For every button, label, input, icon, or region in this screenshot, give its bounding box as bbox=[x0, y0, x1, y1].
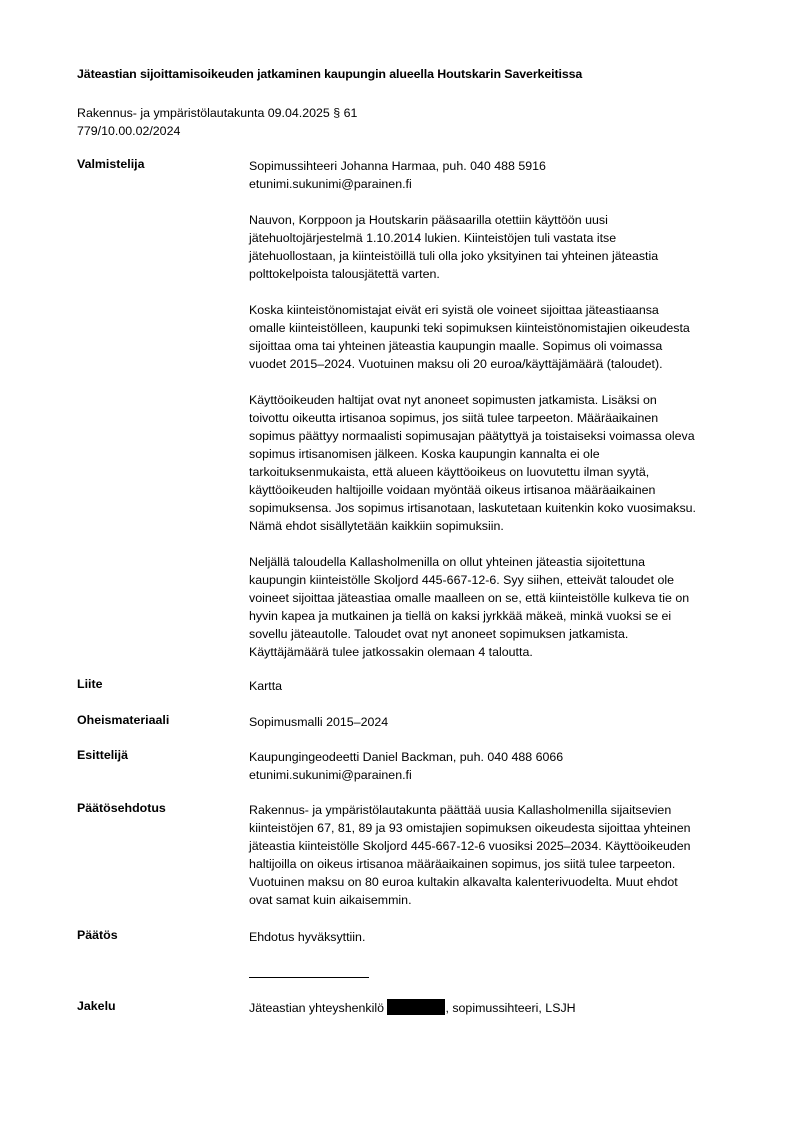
text-line: Koska kiinteistönomistajat eivät eri syistä ole voineet sijoittaa jäteastiaansa bbox=[249, 303, 659, 317]
text-line: polttokelpoista talousjätettä varten. bbox=[249, 267, 440, 281]
meeting-reference: Rakennus- ja ympäristölautakunta 09.04.2025 § 61 bbox=[77, 106, 358, 120]
text-line: sovellu jäteautolle. Taloudet ovat nyt anoneet sopimuksen jatkamista. bbox=[249, 627, 629, 641]
text-line: tarkoituksenmukaista, että alueen käyttöoikeus on luovutettu ilman syytä, bbox=[249, 465, 650, 479]
section-label: Jakelu bbox=[77, 999, 116, 1013]
section-label: Valmistelija bbox=[77, 157, 145, 171]
text-line: kaupungin kiinteistölle Skoljord 445-667-12-6. Syy siihen, etteivät taloudet ole bbox=[249, 573, 674, 587]
paragraph bbox=[249, 391, 749, 535]
text-line: toivottu oikeutta irtisanoa sopimus, jos siitä tulee tarpeeton. Määräaikainen bbox=[249, 411, 659, 425]
text-line: Vuotuinen maksu on 80 euroa kultakin alkavalta kalenterivuodelta. Muut ehdot bbox=[249, 875, 678, 889]
paragraph bbox=[249, 553, 749, 661]
text-line: Rakennus- ja ympäristölautakunta päättää uusia Kallasholmenilla sijaitsevien bbox=[249, 803, 672, 817]
separator-line bbox=[249, 977, 369, 978]
text-line: Käyttäjämäärä tulee jatkossakin olemaan 4 taloutta. bbox=[249, 645, 533, 659]
text-line: jätehuoltojärjestelmä 1.10.2014 lukien. Kiinteistöjen tuli vastata itse bbox=[249, 231, 617, 245]
section-label: Päätösehdotus bbox=[77, 801, 166, 815]
text-line: käyttöoikeuden haltijoille voidaan myöntää oikeus irtisanoa määräaikainen bbox=[249, 483, 656, 497]
text-line: Nauvon, Korppoon ja Houtskarin pääsaarilla otettiin käyttöön uusi bbox=[249, 213, 608, 227]
text-line: voineet sijoittaa jäteastiaa omalle maalleen on se, että kiinteistölle kulkeva tie on bbox=[249, 591, 690, 605]
supplementary-material-value: Sopimusmalli 2015–2024 bbox=[249, 715, 389, 729]
text-line: hyvin kapea ja mutkainen ja tiellä on kaksi jyrkkää mäkeä, minkä vuoksi se ei bbox=[249, 609, 672, 623]
text-line: Nämä ehdot sisällytetään kaikkiin sopimuksiin. bbox=[249, 519, 504, 533]
preparer-name: Sopimussihteeri Johanna Harmaa, puh. 040 488 5916 bbox=[249, 159, 546, 173]
text-line: jätehuollostaan, ja kiinteistöillä tuli olla joko yksityinen tai yhteinen jäteastia bbox=[249, 249, 659, 263]
case-number: 779/10.00.02/2024 bbox=[77, 124, 181, 138]
text-line: sijoittaa oma tai yhteinen jäteastia kaupungin maalle. Sopimus oli voimassa bbox=[249, 339, 663, 353]
text-line: omalle kiinteistölleen, kaupunki teki sopimuksen kiinteistönomistajien oikeudesta bbox=[249, 321, 690, 335]
text-line: Käyttöoikeuden haltijat ovat nyt anoneet sopimusten jatkamista. Lisäksi on bbox=[249, 393, 657, 407]
text-line: ovat samat kuin aikaisemmin. bbox=[249, 893, 412, 907]
text-line: sopimus irtisanomisen jälkeen. Koska kaupungin kannalta ei ole bbox=[249, 447, 600, 461]
preparer-contact bbox=[249, 157, 749, 193]
text-line: vuodet 2015–2024. Vuotuinen maksu oli 20 euroa/käyttäjämäärä (taloudet). bbox=[249, 357, 663, 371]
redacted-name-block bbox=[387, 999, 445, 1015]
distribution-suffix: , sopimussihteeri, LSJH bbox=[445, 1001, 576, 1015]
section-label: Päätös bbox=[77, 928, 118, 942]
document-meta bbox=[77, 104, 357, 140]
section-content bbox=[249, 157, 749, 661]
section-label: Liite bbox=[77, 677, 103, 691]
proposal-text bbox=[249, 801, 749, 909]
text-line: Neljällä taloudella Kallasholmenilla on ollut yhteinen jäteastia sijoitettuna bbox=[249, 555, 646, 569]
section-label: Esittelijä bbox=[77, 748, 128, 762]
distribution-list bbox=[249, 999, 749, 1017]
presenter-email: etunimi.sukunimi@parainen.fi bbox=[249, 768, 412, 782]
document-title: Jäteastian sijoittamisoikeuden jatkaminen kaupungin alueella Houtskarin Saverkeitissa bbox=[77, 67, 583, 81]
paragraph bbox=[249, 301, 749, 373]
distribution-prefix: Jäteastian yhteyshenkilö bbox=[249, 1001, 388, 1015]
presenter-name: Kaupungingeodeetti Daniel Backman, puh. 040 488 6066 bbox=[249, 750, 564, 764]
text-line: haltijoilla on oikeus irtisanoa määräaikainen sopimus, jos siitä tulee tarpeeton. bbox=[249, 857, 676, 871]
preparer-email: etunimi.sukunimi@parainen.fi bbox=[249, 177, 412, 191]
decision-value: Ehdotus hyväksyttiin. bbox=[249, 930, 366, 944]
text-line: jäteastia kiinteistölle Skoljord 445-667-12-6 vuosiksi 2025–2034. Käyttöoikeuden bbox=[249, 839, 691, 853]
presenter-contact bbox=[249, 748, 749, 784]
text-line: sopimus päättyy normaalisti sopimusajan päätyttyä ja toistaiseksi voimassa oleva bbox=[249, 429, 695, 443]
text-line: kiinteistöjen 67, 81, 89 ja 93 omistajien sopimuksen oikeudesta sijoittaa yhteinen bbox=[249, 821, 691, 835]
attachment-value: Kartta bbox=[249, 679, 283, 693]
text-line: sopimuksensa. Jos sopimus irtisanotaan, laskutetaan kuitenkin koko vuosimaksu. bbox=[249, 501, 696, 515]
paragraph bbox=[249, 211, 749, 283]
section-label: Oheismateriaali bbox=[77, 713, 170, 727]
